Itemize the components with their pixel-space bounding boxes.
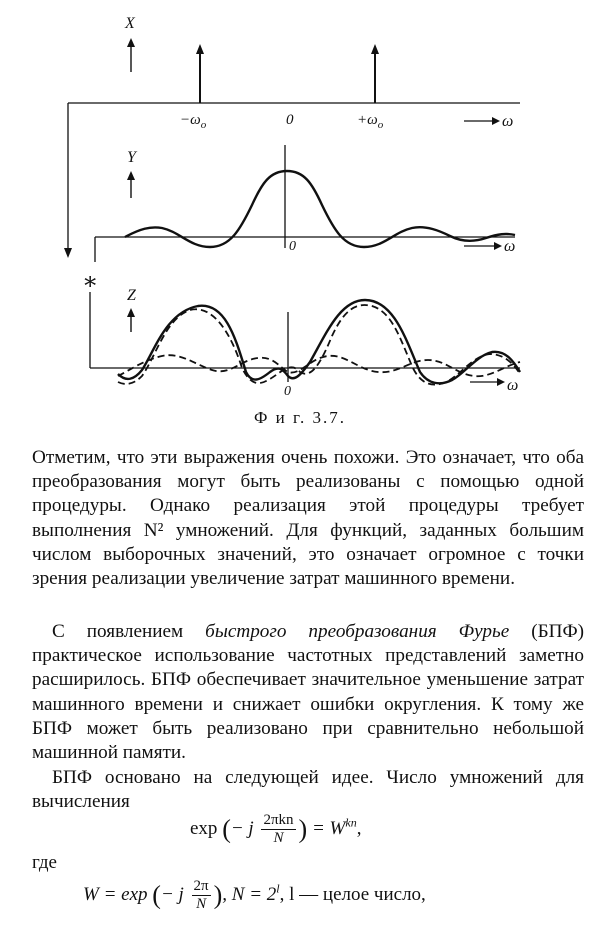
pos-omega-label: $+\omega_o$ bbox=[357, 112, 384, 131]
impulse-negative-head bbox=[196, 44, 204, 54]
sinc-curve bbox=[125, 171, 515, 247]
paragraph-1: Отметим, что эти выражения очень похожи. Это означает, что оба преобразования могут быть реализованы с помощью одной процедуры. Однако реализация этой процедуры требует выполнения N² умножений. Для функций, заданных большим числом выборочных значений, это означает огромное с точки зрения реализации увеличение затрат машинного времени. bbox=[32, 447, 584, 590]
x-zero-label: 0 bbox=[286, 112, 294, 128]
convolution-star: ∗ bbox=[82, 269, 99, 295]
y-axis-label: Y bbox=[127, 149, 136, 166]
figure-3-7 bbox=[0, 0, 600, 405]
panel-x bbox=[68, 15, 520, 131]
panel-z bbox=[118, 287, 520, 399]
impulse-positive-head bbox=[371, 44, 379, 54]
x-up-arrowhead bbox=[127, 38, 135, 47]
y-freq-label: ω bbox=[504, 238, 516, 255]
z-freq-label: ω bbox=[507, 377, 519, 394]
z-zero-label: 0 bbox=[284, 384, 291, 399]
convolution-connector bbox=[64, 103, 125, 368]
equation-1: exp (− j $\frac{\text{2πkn}}{N}$ ) = $W^{kn}$, bbox=[190, 812, 362, 846]
paragraph-2: С появлением быстрого преобразования Фурье (БПФ) практическое использование частотных представлений заметно расширилось. БПФ обеспечивает значительное уменьшение затрат машинного времени и снижает ошибки округления. К тому же БПФ может быть реализовано при сравнительно небольшой машинной памяти. bbox=[32, 621, 585, 764]
word-where: где bbox=[32, 852, 57, 873]
emphasis-fft: быстрого преобразования Фурье bbox=[205, 621, 510, 642]
figure-caption: Ф и г. 3.7. bbox=[253, 408, 347, 427]
equation-2: W = exp (− j $\frac{2\pi}{N}$ ), $N = 2^l$, l — целое число, bbox=[83, 878, 426, 912]
y-zero-label: 0 bbox=[289, 239, 296, 254]
x-freq-arrowhead bbox=[492, 117, 500, 125]
panel-y bbox=[125, 145, 515, 255]
neg-omega-label: $-\omega_o$ bbox=[180, 112, 207, 131]
x-axis-label: X bbox=[125, 15, 135, 32]
paragraph-3: БПФ основано на следующей идее. Число умножений для вычисления bbox=[32, 767, 584, 813]
z-axis-label: Z bbox=[127, 287, 136, 304]
x-freq-label: ω bbox=[502, 113, 514, 130]
